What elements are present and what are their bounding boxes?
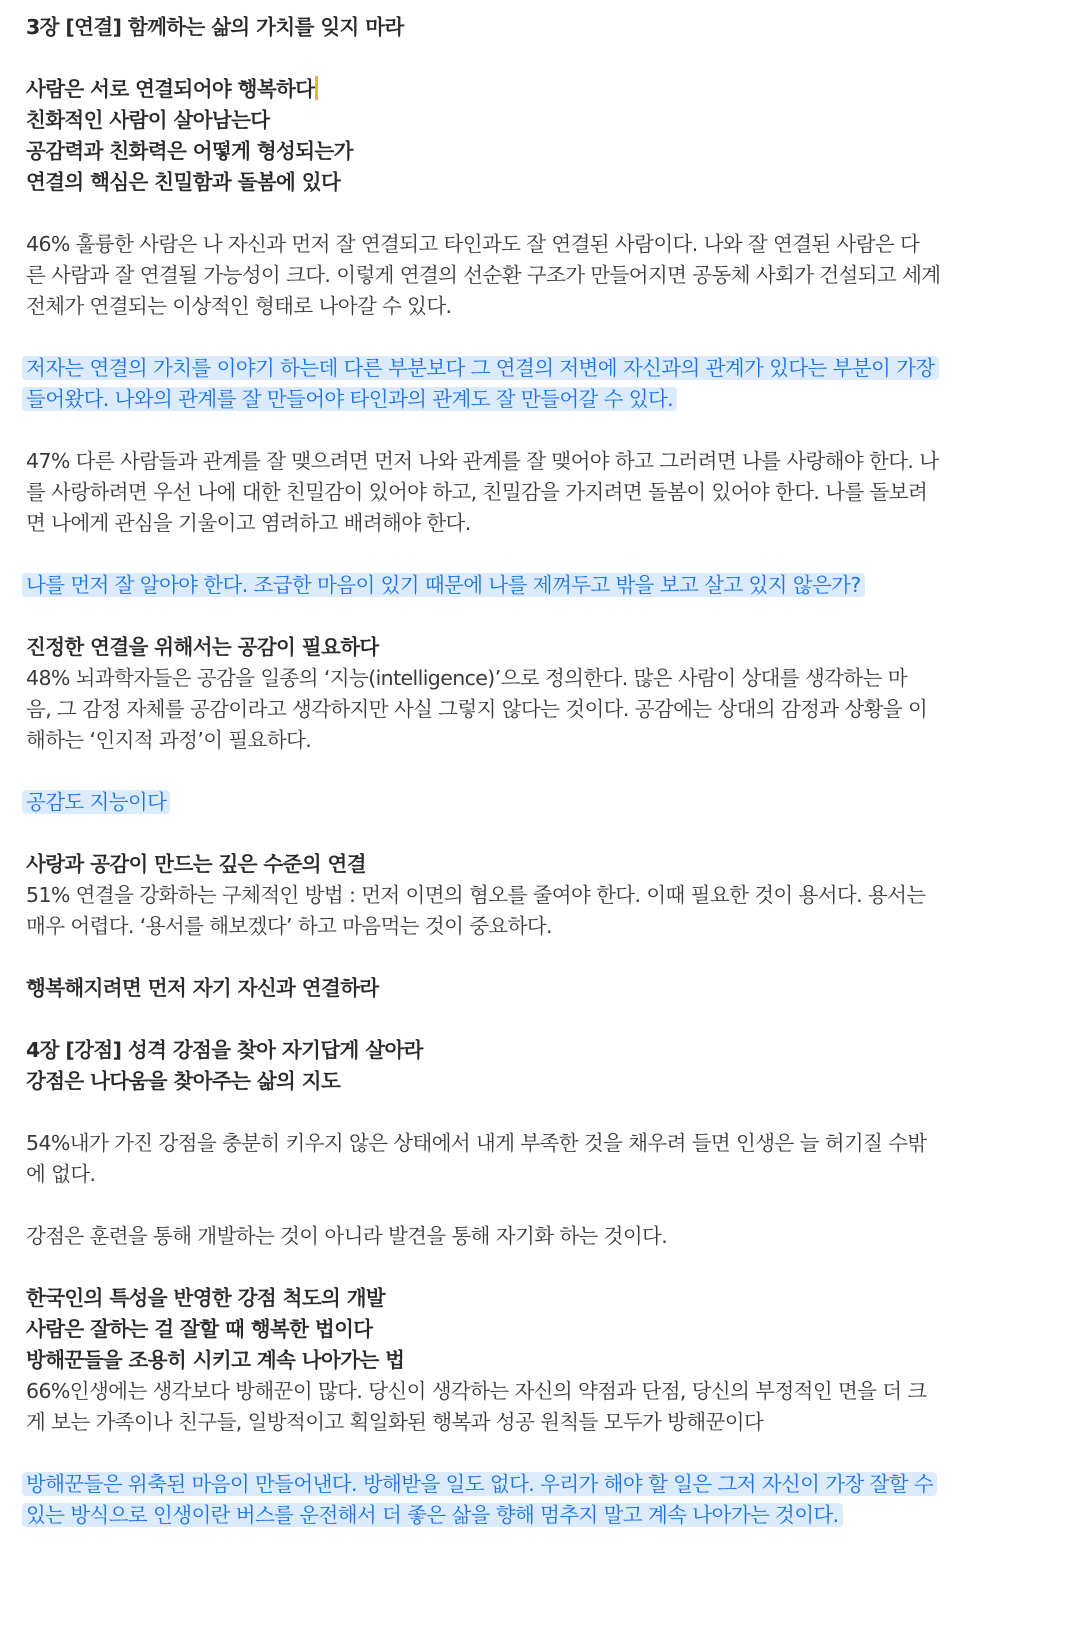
heading-line[interactable] [26, 1035, 1046, 1066]
body-text: 에 없다. [26, 1162, 96, 1186]
body-line[interactable] [26, 229, 1046, 260]
blank-line[interactable] [26, 198, 1046, 229]
highlighted-line[interactable] [26, 384, 1046, 415]
body-line[interactable] [26, 1376, 1046, 1407]
heading-line[interactable] [26, 1314, 1046, 1345]
highlighted-text: 공감도 지능이다 [22, 790, 170, 814]
body-text: 해하는 ‘인지적 과정’이 필요하다. [26, 728, 312, 752]
blank-line[interactable] [26, 818, 1046, 849]
text-cursor [315, 76, 318, 100]
heading-line[interactable] [26, 1066, 1046, 1097]
highlighted-text: 있는 방식으로 인생이란 버스를 운전해서 더 좋은 삶을 향해 멈추지 말고 계속 나아가는 것이다. [22, 1503, 843, 1527]
heading-line[interactable] [26, 167, 1046, 198]
highlighted-text: 들어왔다. 나와의 관계를 잘 만들어야 타인과의 관계도 잘 만들어갈 수 있다. [22, 387, 677, 411]
highlighted-line[interactable] [26, 353, 1046, 384]
body-line[interactable] [26, 880, 1046, 911]
body-text: 전체가 연결되는 이상적인 형태로 나아갈 수 있다. [26, 294, 452, 318]
highlighted-text: 저자는 연결의 가치를 이야기 하는데 다른 부분보다 그 연결의 저변에 자신과의 관계가 있다는 부분이 가장 [22, 356, 939, 380]
body-text: 54%내가 가진 강점을 충분히 키우지 않은 상태에서 내게 부족한 것을 채우려 들면 인생은 늘 허기질 수밖 [26, 1131, 927, 1155]
heading-text: 행복해지려면 먼저 자기 자신과 연결하라 [26, 976, 379, 1000]
heading-line[interactable] [26, 12, 1046, 43]
highlighted-line[interactable] [26, 787, 1046, 818]
heading-text: 공감력과 친화력은 어떻게 형성되는가 [26, 139, 353, 163]
body-text: 면 나에게 관심을 기울이고 염려하고 배려해야 한다. [26, 511, 471, 535]
body-line[interactable] [26, 291, 1046, 322]
heading-line[interactable] [26, 136, 1046, 167]
heading-text: 사랑과 공감이 만드는 깊은 수준의 연결 [26, 852, 366, 876]
body-text: 47% 다른 사람들과 관계를 잘 맺으려면 먼저 나와 관계를 잘 맺어야 하고 그러려면 나를 사랑해야 한다. 나 [26, 449, 939, 473]
body-line[interactable] [26, 260, 1046, 291]
heading-text: 강점은 나다움을 찾아주는 삶의 지도 [26, 1069, 341, 1093]
body-line[interactable] [26, 1159, 1046, 1190]
note-document[interactable] [26, 12, 1046, 1531]
body-text: 를 사랑하려면 우선 나에 대한 친밀감이 있어야 하고, 친밀감을 가지려면 돌봄이 있어야 한다. 나를 돌보려 [26, 480, 928, 504]
body-text: 48% 뇌과학자들은 공감을 일종의 ‘지능(intelligence)’으로 정의한다. 많은 사람이 상대를 생각하는 마 [26, 666, 907, 690]
highlighted-line[interactable] [26, 1469, 1046, 1500]
body-line[interactable] [26, 1221, 1046, 1252]
body-text: 강점은 훈련을 통해 개발하는 것이 아니라 발견을 통해 자기화 하는 것이다. [26, 1224, 668, 1248]
heading-line[interactable] [26, 632, 1046, 663]
body-text: 음, 그 감정 자체를 공감이라고 생각하지만 사실 그렇지 않다는 것이다. 공감에는 상대의 감정과 상황을 이 [26, 697, 928, 721]
heading-text: 방해꾼들을 조용히 시키고 계속 나아가는 법 [26, 1348, 405, 1372]
blank-line[interactable] [26, 1438, 1046, 1469]
body-text: 46% 훌륭한 사람은 나 자신과 먼저 잘 연결되고 타인과도 잘 연결된 사람이다. 나와 잘 연결된 사람은 다 [26, 232, 920, 256]
body-line[interactable] [26, 694, 1046, 725]
heading-text: 사람은 잘하는 걸 잘할 때 행복한 법이다 [26, 1317, 373, 1341]
blank-line[interactable] [26, 1190, 1046, 1221]
heading-text: 3장 [연결] 함께하는 삶의 가치를 잊지 마라 [26, 15, 404, 39]
blank-line[interactable] [26, 43, 1046, 74]
blank-line[interactable] [26, 942, 1046, 973]
body-text: 매우 어렵다. ‘용서를 해보겠다’ 하고 마음먹는 것이 중요하다. [26, 914, 552, 938]
blank-line[interactable] [26, 539, 1046, 570]
body-line[interactable] [26, 477, 1046, 508]
blank-line[interactable] [26, 322, 1046, 353]
highlighted-text: 나를 먼저 잘 알아야 한다. 조급한 마음이 있기 때문에 나를 제껴두고 밖을 보고 살고 있지 않은가? [22, 573, 865, 597]
heading-line[interactable] [26, 74, 1046, 105]
highlighted-text: 방해꾼들은 위축된 마음이 만들어낸다. 방해받을 일도 없다. 우리가 해야 할 일은 그저 자신이 가장 잘할 수 [22, 1472, 937, 1496]
body-line[interactable] [26, 1128, 1046, 1159]
heading-text: 친화적인 사람이 살아남는다 [26, 108, 270, 132]
highlighted-line[interactable] [26, 1500, 1046, 1531]
blank-line[interactable] [26, 601, 1046, 632]
highlighted-line[interactable] [26, 570, 1046, 601]
heading-text: 연결의 핵심은 친밀함과 돌봄에 있다 [26, 170, 341, 194]
body-line[interactable] [26, 1407, 1046, 1438]
body-text: 른 사람과 잘 연결될 가능성이 크다. 이렇게 연결의 선순환 구조가 만들어지면 공동체 사회가 건설되고 세계 [26, 263, 941, 287]
heading-text: 한국인의 특성을 반영한 강점 척도의 개발 [26, 1286, 386, 1310]
heading-line[interactable] [26, 105, 1046, 136]
heading-text: 4장 [강점] 성격 강점을 찾아 자기답게 살아라 [26, 1038, 423, 1062]
body-line[interactable] [26, 725, 1046, 756]
body-line[interactable] [26, 911, 1046, 942]
blank-line[interactable] [26, 1252, 1046, 1283]
body-text: 51% 연결을 강화하는 구체적인 방법 : 먼저 이면의 혐오를 줄여야 한다. 이때 필요한 것이 용서다. 용서는 [26, 883, 926, 907]
body-text: 게 보는 가족이나 친구들, 일방적이고 획일화된 행복과 성공 원칙들 모두가 방해꾼이다 [26, 1410, 764, 1434]
body-line[interactable] [26, 446, 1046, 477]
heading-line[interactable] [26, 1283, 1046, 1314]
heading-line[interactable] [26, 849, 1046, 880]
heading-text: 진정한 연결을 위해서는 공감이 필요하다 [26, 635, 379, 659]
blank-line[interactable] [26, 1004, 1046, 1035]
heading-line[interactable] [26, 973, 1046, 1004]
heading-line[interactable] [26, 1345, 1046, 1376]
heading-text: 사람은 서로 연결되어야 행복하다 [26, 77, 315, 101]
body-line[interactable] [26, 508, 1046, 539]
body-line[interactable] [26, 663, 1046, 694]
body-text: 66%인생에는 생각보다 방해꾼이 많다. 당신이 생각하는 자신의 약점과 단점, 당신의 부정적인 면을 더 크 [26, 1379, 927, 1403]
blank-line[interactable] [26, 1097, 1046, 1128]
blank-line[interactable] [26, 756, 1046, 787]
blank-line[interactable] [26, 415, 1046, 446]
